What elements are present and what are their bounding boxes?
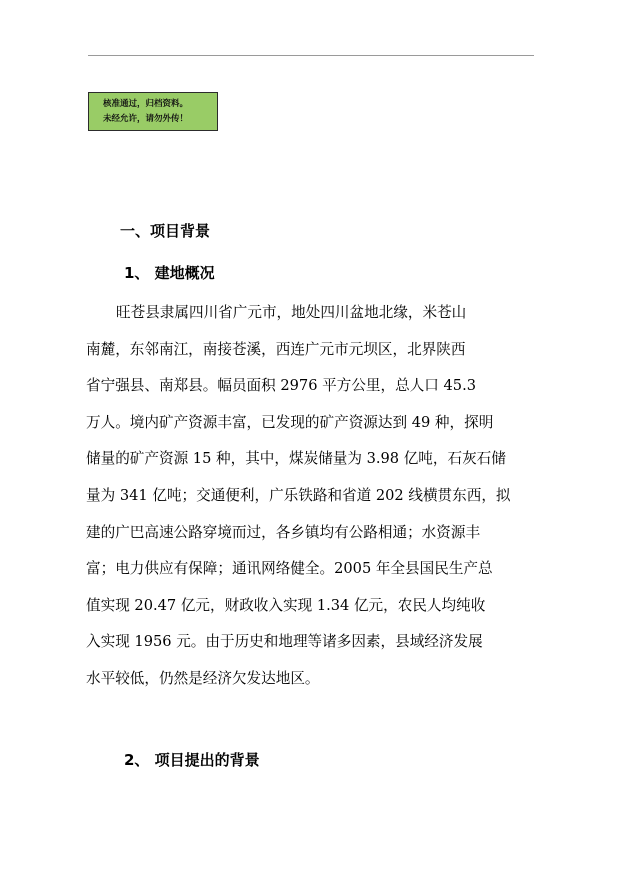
confidential-notice-box xyxy=(88,92,218,131)
header-rule xyxy=(88,55,534,56)
paragraph-line: 储量的矿产资源 15 种，其中，煤炭储量为 3.98 亿吨，石灰石储 xyxy=(86,450,506,468)
paragraph-line: 富；电力供应有保障；通讯网络健全。2005 年全县国民生产总 xyxy=(86,560,493,578)
paragraph-line: 入实现 1956 元。由于历史和地理等诸多因素，县域经济发展 xyxy=(86,633,483,651)
paragraph-line: 量为 341 亿吨；交通便利，广乐铁路和省道 202 线横贯东西，拟 xyxy=(86,486,511,504)
paragraph-line: 万人。境内矿产资源丰富，已发现的矿产资源达到 49 种，探明 xyxy=(86,413,494,431)
paragraph-line: 省宁强县、南郑县。幅员面积 2976 平方公里，总人口 45.3 xyxy=(86,377,477,395)
subsection-heading-project-background: 2、 项目提出的背景 xyxy=(124,751,260,769)
section-heading: 一、项目背景 xyxy=(120,222,211,240)
paragraph-line: 旺苍县隶属四川省广元市，地处四川盆地北缘，米苍山 xyxy=(116,304,467,321)
paragraph-line: 南麓，东邻南江，南接苍溪，西连广元市元坝区，北界陕西 xyxy=(86,340,466,358)
site-overview-paragraph xyxy=(86,295,530,698)
paragraph-line: 值实现 20.47 亿元，财政收入实现 1.34 亿元，农民人均纯收 xyxy=(86,596,486,614)
paragraph-line: 建的广巴高速公路穿境而过，各乡镇均有公路相通；水资源丰 xyxy=(86,523,481,541)
subsection-heading-site-overview: 1、 建地概况 xyxy=(124,264,215,282)
notice-line-2: 未经允许，请勿外传！ xyxy=(103,114,189,124)
notice-line-1: 核准通过，归档资料。 xyxy=(103,99,189,109)
paragraph-line: 水平较低，仍然是经济欠发达地区。 xyxy=(86,669,320,687)
